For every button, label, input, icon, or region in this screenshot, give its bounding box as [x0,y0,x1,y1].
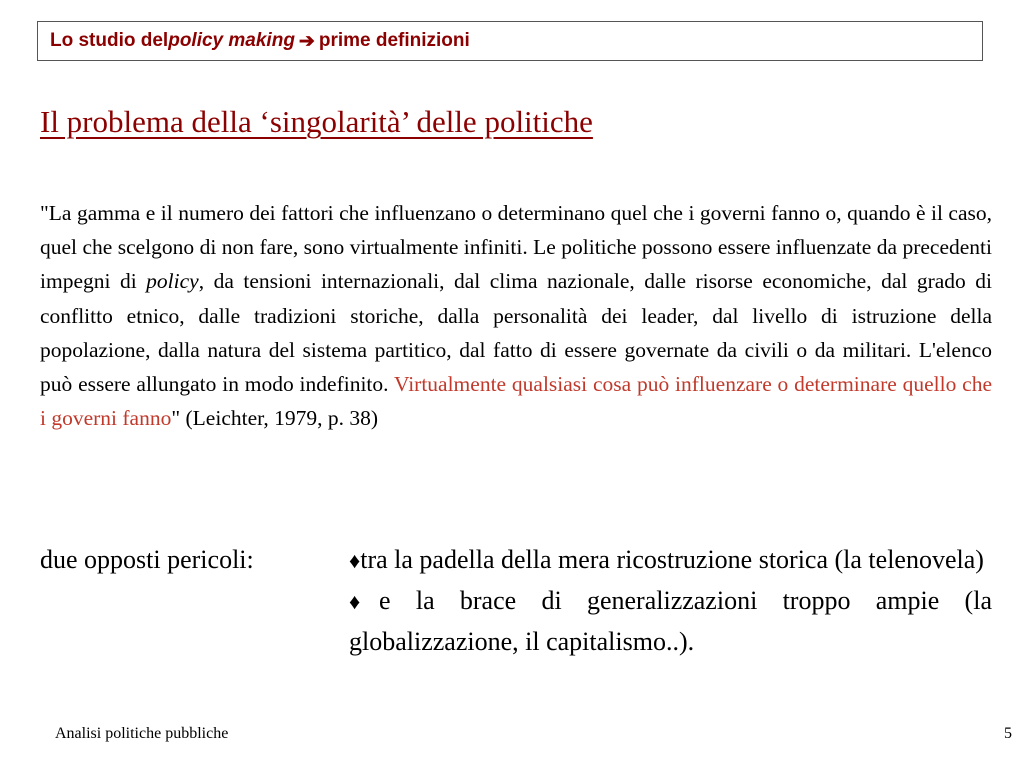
quote-part-3: " (Leichter, 1979, p. 38) [171,406,379,431]
dangers-label: due opposti pericoli: [40,545,254,574]
section-header [37,21,983,61]
quote-part-2: , da tensioni internazionali, dal clima nazionale, dalle risorse economiche, dal grado di conflitto etnico, dalle tradizioni storiche, dalla personalità dei leader, dal livello di istruzione della popolazione, dalla natura del sistema partitico, dal fatto di essere governate da civili o da militari. L'elenco può essere allungato in modo indefinito. [40,269,992,397]
diamond-bullet-icon: ♦ [349,548,361,573]
dangers-list [349,540,992,662]
header-prefix: Lo studio del [50,30,169,51]
footer-course-title: Analisi politiche pubbliche [55,725,229,742]
page-number: 5 [1004,725,1012,742]
page-title: Il problema della ‘singolarità’ delle politiche [40,104,593,139]
quote-highlight: Virtualmente qualsiasi cosa può influenzare o determinare quello che i governi fanno [40,372,992,431]
header-suffix: prime definizioni [318,30,470,51]
quote-part-1: "La gamma e il numero dei fattori che influenzano o determinano quel che i governi fanno o, quando è il caso, quel che scelgono di non fare, sono virtualmente infiniti. Le politiche possono essere influenzate da precedenti impegni di [40,201,992,294]
quote-paragraph [40,196,992,435]
list-item [349,540,992,581]
arrow-icon: ➔ [298,30,315,52]
list-item-text: e la brace di generalizzazioni troppo ampie (la globalizzazione, il capitalismo..). [349,586,992,656]
header-italic: policy making [168,30,295,51]
quote-italic: policy [146,269,199,294]
diamond-bullet-icon: ♦ [349,589,380,614]
list-item-text: tra la padella della mera ricostruzione storica (la telenovela) [360,545,984,574]
list-item [349,581,992,662]
